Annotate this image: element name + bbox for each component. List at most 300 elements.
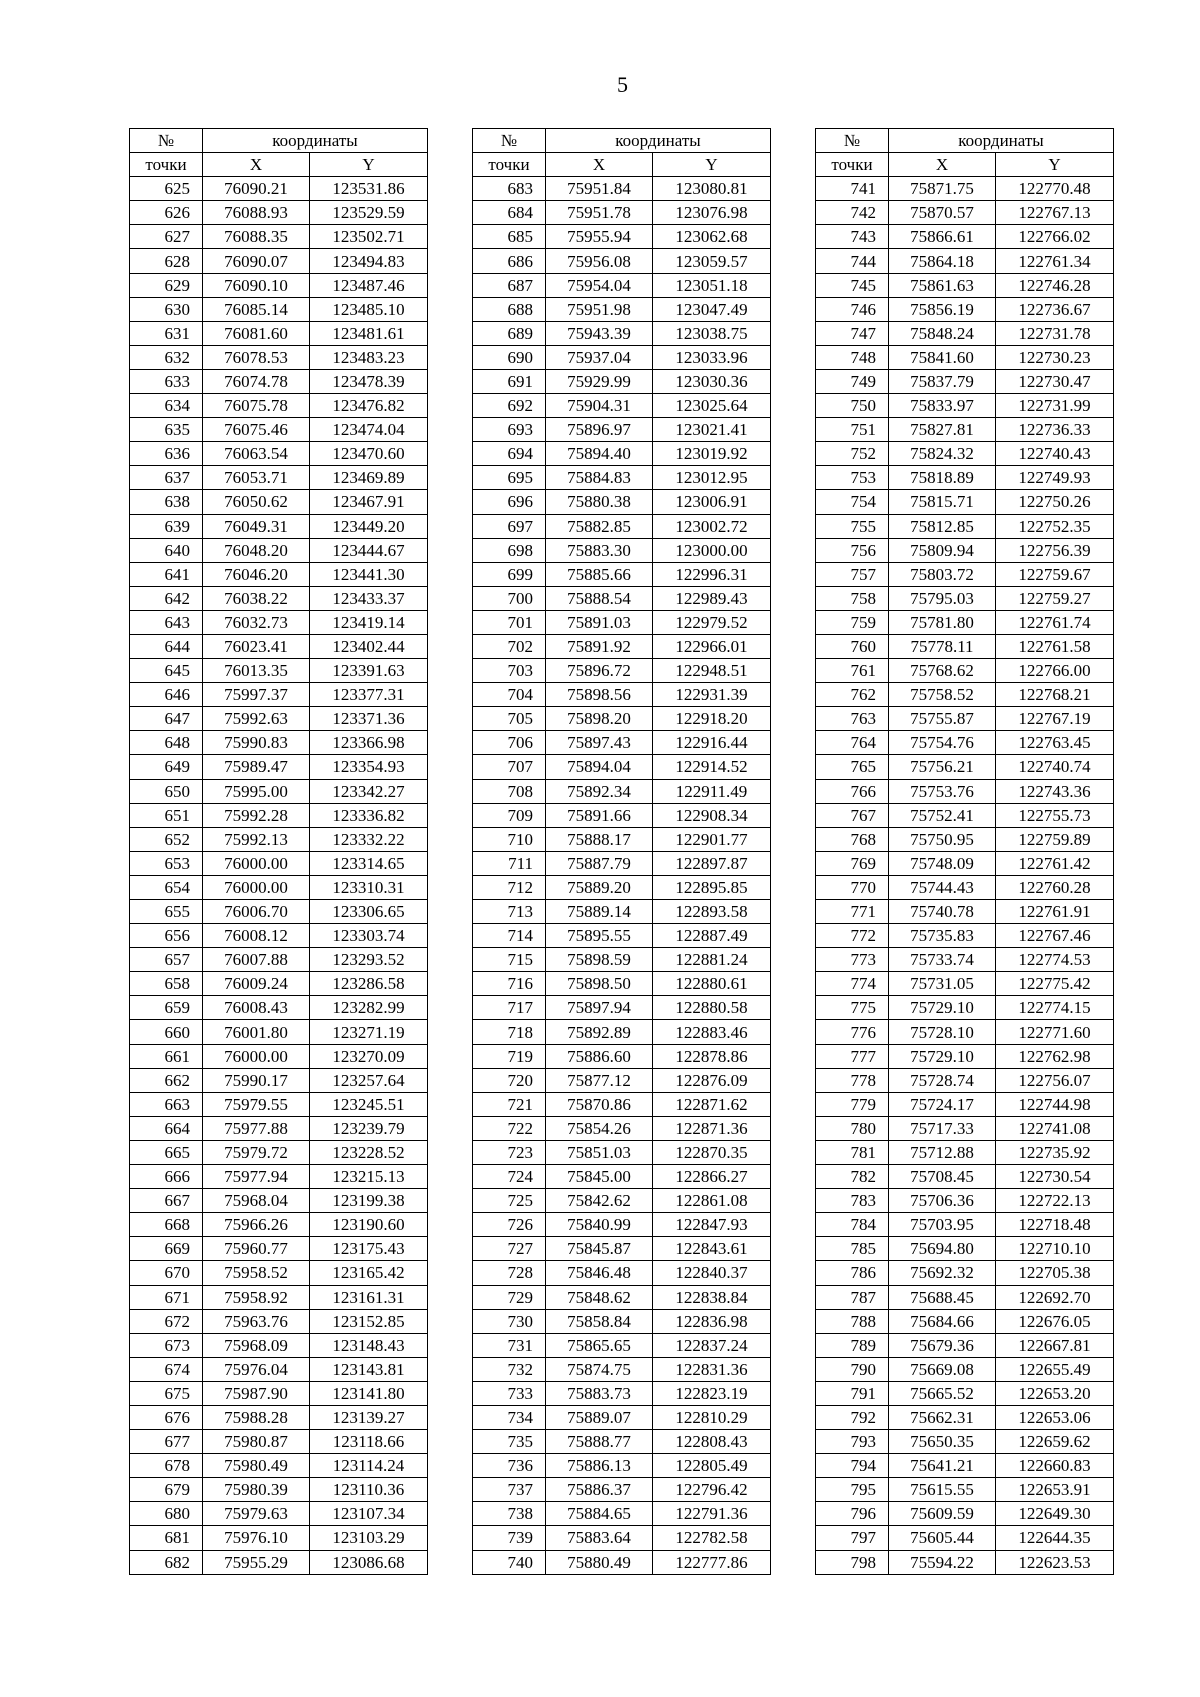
table-row (473, 683, 771, 707)
table-row (130, 442, 428, 466)
x-coordinate-cell: 75898.50 (546, 972, 653, 996)
x-coordinate-cell: 75895.55 (546, 924, 653, 948)
x-coordinate-cell: 75980.87 (203, 1430, 310, 1454)
y-coordinate-cell: 123033.96 (653, 345, 771, 369)
table-row (473, 273, 771, 297)
x-coordinate-cell: 75748.09 (889, 851, 996, 875)
x-coordinate-cell: 75889.07 (546, 1405, 653, 1429)
y-coordinate-cell: 123114.24 (310, 1454, 428, 1478)
table-row (130, 177, 428, 201)
point-number-cell: 759 (816, 610, 889, 634)
x-coordinate-cell: 75827.81 (889, 418, 996, 442)
y-coordinate-cell: 123143.81 (310, 1357, 428, 1381)
y-coordinate-cell: 122730.23 (996, 345, 1114, 369)
x-coordinate-cell: 75833.97 (889, 394, 996, 418)
x-coordinate-cell: 75896.72 (546, 659, 653, 683)
y-coordinate-cell: 122887.49 (653, 924, 771, 948)
y-coordinate-cell: 122692.70 (996, 1285, 1114, 1309)
table-row (473, 1285, 771, 1309)
table-row (130, 1116, 428, 1140)
header-coordinates: координаты (889, 129, 1114, 153)
x-coordinate-cell: 75768.62 (889, 659, 996, 683)
table-row (130, 1237, 428, 1261)
table-row (130, 1020, 428, 1044)
y-coordinate-cell: 122653.20 (996, 1381, 1114, 1405)
table-row (473, 586, 771, 610)
point-number-cell: 761 (816, 659, 889, 683)
point-number-cell: 699 (473, 562, 546, 586)
table-row (816, 875, 1114, 899)
x-coordinate-cell: 75886.60 (546, 1044, 653, 1068)
y-coordinate-cell: 122756.07 (996, 1068, 1114, 1092)
y-coordinate-cell: 122774.15 (996, 996, 1114, 1020)
y-coordinate-cell: 123141.80 (310, 1381, 428, 1405)
table-row (816, 345, 1114, 369)
table-row (473, 562, 771, 586)
point-number-cell: 788 (816, 1309, 889, 1333)
x-coordinate-cell: 75688.45 (889, 1285, 996, 1309)
table-row (473, 1020, 771, 1044)
y-coordinate-cell: 122836.98 (653, 1309, 771, 1333)
table-row (473, 1044, 771, 1068)
point-number-cell: 681 (130, 1526, 203, 1550)
x-coordinate-cell: 75708.45 (889, 1165, 996, 1189)
y-coordinate-cell: 122866.27 (653, 1165, 771, 1189)
point-number-cell: 721 (473, 1092, 546, 1116)
x-coordinate-cell: 75894.40 (546, 442, 653, 466)
point-number-cell: 649 (130, 755, 203, 779)
x-coordinate-cell: 76075.78 (203, 394, 310, 418)
y-coordinate-cell: 122722.13 (996, 1189, 1114, 1213)
point-number-cell: 678 (130, 1454, 203, 1478)
x-coordinate-cell: 76088.35 (203, 225, 310, 249)
x-coordinate-cell: 75880.38 (546, 490, 653, 514)
point-number-cell: 676 (130, 1405, 203, 1429)
y-coordinate-cell: 122660.83 (996, 1454, 1114, 1478)
y-coordinate-cell: 122768.21 (996, 683, 1114, 707)
x-coordinate-cell: 75979.72 (203, 1140, 310, 1164)
y-coordinate-cell: 122741.08 (996, 1116, 1114, 1140)
x-coordinate-cell: 75898.20 (546, 707, 653, 731)
y-coordinate-cell: 122762.98 (996, 1044, 1114, 1068)
point-number-cell: 739 (473, 1526, 546, 1550)
point-number-cell: 642 (130, 586, 203, 610)
x-coordinate-cell: 75891.92 (546, 634, 653, 658)
table-row (816, 394, 1114, 418)
point-number-cell: 677 (130, 1430, 203, 1454)
y-coordinate-cell: 123076.98 (653, 201, 771, 225)
point-number-cell: 652 (130, 827, 203, 851)
table-row (816, 418, 1114, 442)
x-coordinate-cell: 75815.71 (889, 490, 996, 514)
point-number-cell: 683 (473, 177, 546, 201)
point-number-cell: 798 (816, 1550, 889, 1574)
x-coordinate-cell: 75990.83 (203, 731, 310, 755)
x-coordinate-cell: 75724.17 (889, 1092, 996, 1116)
x-coordinate-cell: 75818.89 (889, 466, 996, 490)
point-number-cell: 749 (816, 369, 889, 393)
y-coordinate-cell: 122759.27 (996, 586, 1114, 610)
table-row (816, 1261, 1114, 1285)
table-row (816, 586, 1114, 610)
table-row (473, 1502, 771, 1526)
x-coordinate-cell: 75846.48 (546, 1261, 653, 1285)
y-coordinate-cell: 122777.86 (653, 1550, 771, 1574)
point-number-cell: 703 (473, 659, 546, 683)
x-coordinate-cell: 75866.61 (889, 225, 996, 249)
x-coordinate-cell: 75976.04 (203, 1357, 310, 1381)
point-number-cell: 704 (473, 683, 546, 707)
x-coordinate-cell: 75864.18 (889, 249, 996, 273)
point-number-cell: 641 (130, 562, 203, 586)
table-row (816, 1092, 1114, 1116)
y-coordinate-cell: 122880.58 (653, 996, 771, 1020)
y-coordinate-cell: 123161.31 (310, 1285, 428, 1309)
y-coordinate-cell: 122743.36 (996, 779, 1114, 803)
x-coordinate-cell: 75795.03 (889, 586, 996, 610)
table-row (473, 177, 771, 201)
point-number-cell: 735 (473, 1430, 546, 1454)
y-coordinate-cell: 122770.48 (996, 177, 1114, 201)
table-row (816, 924, 1114, 948)
x-coordinate-cell: 75662.31 (889, 1405, 996, 1429)
table-row (816, 1285, 1114, 1309)
y-coordinate-cell: 122861.08 (653, 1189, 771, 1213)
y-coordinate-cell: 123139.27 (310, 1405, 428, 1429)
point-number-cell: 640 (130, 538, 203, 562)
y-coordinate-cell: 123030.36 (653, 369, 771, 393)
y-coordinate-cell: 122740.43 (996, 442, 1114, 466)
table-row (816, 803, 1114, 827)
x-coordinate-cell: 76000.00 (203, 1044, 310, 1068)
table-row (816, 1381, 1114, 1405)
x-coordinate-cell: 75781.80 (889, 610, 996, 634)
table-row (130, 996, 428, 1020)
point-number-cell: 714 (473, 924, 546, 948)
point-number-cell: 764 (816, 731, 889, 755)
point-number-cell: 723 (473, 1140, 546, 1164)
y-coordinate-cell: 123215.13 (310, 1165, 428, 1189)
table-row (130, 1381, 428, 1405)
x-coordinate-cell: 75877.12 (546, 1068, 653, 1092)
y-coordinate-cell: 122979.52 (653, 610, 771, 634)
point-number-cell: 665 (130, 1140, 203, 1164)
x-coordinate-cell: 75605.44 (889, 1526, 996, 1550)
x-coordinate-cell: 75955.29 (203, 1550, 310, 1574)
table-row (473, 1140, 771, 1164)
x-coordinate-cell: 75731.05 (889, 972, 996, 996)
coordinates-table-1 (129, 128, 428, 1575)
table-row (130, 707, 428, 731)
point-number-cell: 629 (130, 273, 203, 297)
table-row (130, 1189, 428, 1213)
y-coordinate-cell: 122653.91 (996, 1478, 1114, 1502)
y-coordinate-cell: 123485.10 (310, 297, 428, 321)
y-coordinate-cell: 122736.33 (996, 418, 1114, 442)
point-number-cell: 745 (816, 273, 889, 297)
y-coordinate-cell: 122659.62 (996, 1430, 1114, 1454)
point-number-cell: 762 (816, 683, 889, 707)
x-coordinate-cell: 75871.75 (889, 177, 996, 201)
x-coordinate-cell: 75824.32 (889, 442, 996, 466)
x-coordinate-cell: 75954.04 (546, 273, 653, 297)
x-coordinate-cell: 76006.70 (203, 900, 310, 924)
table-row (816, 707, 1114, 731)
x-coordinate-cell: 75729.10 (889, 1044, 996, 1068)
point-number-cell: 669 (130, 1237, 203, 1261)
x-coordinate-cell: 75717.33 (889, 1116, 996, 1140)
point-number-cell: 778 (816, 1068, 889, 1092)
table-row (816, 659, 1114, 683)
x-coordinate-cell: 75754.76 (889, 731, 996, 755)
y-coordinate-cell: 123449.20 (310, 514, 428, 538)
x-coordinate-cell: 76053.71 (203, 466, 310, 490)
y-coordinate-cell: 122746.28 (996, 273, 1114, 297)
table-row (130, 900, 428, 924)
x-coordinate-cell: 75886.13 (546, 1454, 653, 1478)
point-number-cell: 630 (130, 297, 203, 321)
y-coordinate-cell: 122767.13 (996, 201, 1114, 225)
x-coordinate-cell: 75865.65 (546, 1333, 653, 1357)
x-coordinate-cell: 75712.88 (889, 1140, 996, 1164)
table-row (473, 201, 771, 225)
x-coordinate-cell: 75740.78 (889, 900, 996, 924)
x-coordinate-cell: 75885.66 (546, 562, 653, 586)
x-coordinate-cell: 76049.31 (203, 514, 310, 538)
x-coordinate-cell: 75837.79 (889, 369, 996, 393)
table-row (130, 418, 428, 442)
x-coordinate-cell: 75892.34 (546, 779, 653, 803)
y-coordinate-cell: 122760.28 (996, 875, 1114, 899)
point-number-cell: 748 (816, 345, 889, 369)
x-coordinate-cell: 75960.77 (203, 1237, 310, 1261)
x-coordinate-cell: 75848.62 (546, 1285, 653, 1309)
x-coordinate-cell: 76081.60 (203, 321, 310, 345)
point-number-cell: 633 (130, 369, 203, 393)
y-coordinate-cell: 123529.59 (310, 201, 428, 225)
y-coordinate-cell: 123038.75 (653, 321, 771, 345)
y-coordinate-cell: 122740.74 (996, 755, 1114, 779)
y-coordinate-cell: 122763.45 (996, 731, 1114, 755)
table-row (130, 201, 428, 225)
table-row (130, 1526, 428, 1550)
point-number-cell: 792 (816, 1405, 889, 1429)
point-number-cell: 660 (130, 1020, 203, 1044)
y-coordinate-cell: 123502.71 (310, 225, 428, 249)
point-number-cell: 707 (473, 755, 546, 779)
y-coordinate-cell: 122767.46 (996, 924, 1114, 948)
table-row (130, 731, 428, 755)
table-row (816, 1309, 1114, 1333)
table-row (816, 1020, 1114, 1044)
y-coordinate-cell: 123354.93 (310, 755, 428, 779)
y-coordinate-cell: 122847.93 (653, 1213, 771, 1237)
table-row (816, 1116, 1114, 1140)
table-row (473, 1381, 771, 1405)
y-coordinate-cell: 122823.19 (653, 1381, 771, 1405)
y-coordinate-cell: 123059.57 (653, 249, 771, 273)
header-row (130, 129, 428, 153)
table-row (816, 249, 1114, 273)
point-number-cell: 728 (473, 1261, 546, 1285)
x-coordinate-cell: 75929.99 (546, 369, 653, 393)
y-coordinate-cell: 123531.86 (310, 177, 428, 201)
y-coordinate-cell: 122782.58 (653, 1526, 771, 1550)
point-number-cell: 709 (473, 803, 546, 827)
table-row (130, 586, 428, 610)
point-number-cell: 734 (473, 1405, 546, 1429)
point-number-cell: 635 (130, 418, 203, 442)
point-number-cell: 663 (130, 1092, 203, 1116)
x-coordinate-cell: 76078.53 (203, 345, 310, 369)
table-row (816, 1405, 1114, 1429)
point-number-cell: 631 (130, 321, 203, 345)
point-number-cell: 693 (473, 418, 546, 442)
x-coordinate-cell: 76046.20 (203, 562, 310, 586)
point-number-cell: 766 (816, 779, 889, 803)
x-coordinate-cell: 75894.04 (546, 755, 653, 779)
y-coordinate-cell: 123402.44 (310, 634, 428, 658)
table-row (473, 659, 771, 683)
point-number-cell: 675 (130, 1381, 203, 1405)
x-coordinate-cell: 75937.04 (546, 345, 653, 369)
x-coordinate-cell: 76001.80 (203, 1020, 310, 1044)
y-coordinate-cell: 122761.34 (996, 249, 1114, 273)
point-number-cell: 628 (130, 249, 203, 273)
table-row (130, 273, 428, 297)
y-coordinate-cell: 122731.78 (996, 321, 1114, 345)
table-row (816, 972, 1114, 996)
y-coordinate-cell: 123467.91 (310, 490, 428, 514)
point-number-cell: 757 (816, 562, 889, 586)
x-coordinate-cell: 76009.24 (203, 972, 310, 996)
point-number-cell: 722 (473, 1116, 546, 1140)
x-coordinate-cell: 75956.08 (546, 249, 653, 273)
table-row (816, 538, 1114, 562)
y-coordinate-cell: 123306.65 (310, 900, 428, 924)
y-coordinate-cell: 122883.46 (653, 1020, 771, 1044)
x-coordinate-cell: 75988.28 (203, 1405, 310, 1429)
point-number-cell: 796 (816, 1502, 889, 1526)
x-coordinate-cell: 75889.14 (546, 900, 653, 924)
point-number-cell: 673 (130, 1333, 203, 1357)
y-coordinate-cell: 123025.64 (653, 394, 771, 418)
point-number-cell: 743 (816, 225, 889, 249)
y-coordinate-cell: 123303.74 (310, 924, 428, 948)
y-coordinate-cell: 122908.34 (653, 803, 771, 827)
table-row (473, 321, 771, 345)
table-row (473, 297, 771, 321)
table-row (130, 562, 428, 586)
x-coordinate-cell: 75694.80 (889, 1237, 996, 1261)
table-row (130, 1140, 428, 1164)
point-number-cell: 781 (816, 1140, 889, 1164)
point-number-cell: 742 (816, 201, 889, 225)
header-coordinates: координаты (203, 129, 428, 153)
y-coordinate-cell: 123419.14 (310, 610, 428, 634)
y-coordinate-cell: 122911.49 (653, 779, 771, 803)
y-coordinate-cell: 122766.00 (996, 659, 1114, 683)
table-row (816, 201, 1114, 225)
y-coordinate-cell: 122791.36 (653, 1502, 771, 1526)
y-coordinate-cell: 123481.61 (310, 321, 428, 345)
y-coordinate-cell: 122870.35 (653, 1140, 771, 1164)
table-row (473, 249, 771, 273)
point-number-cell: 771 (816, 900, 889, 924)
x-coordinate-cell: 75955.94 (546, 225, 653, 249)
table-row (816, 177, 1114, 201)
table-row (473, 1165, 771, 1189)
x-coordinate-cell: 75976.10 (203, 1526, 310, 1550)
table-row (130, 490, 428, 514)
table-row (473, 394, 771, 418)
x-coordinate-cell: 75943.39 (546, 321, 653, 345)
point-number-cell: 755 (816, 514, 889, 538)
y-coordinate-cell: 123080.81 (653, 177, 771, 201)
table-row (130, 1044, 428, 1068)
header-y: Y (310, 153, 428, 177)
table-row (816, 731, 1114, 755)
point-number-cell: 789 (816, 1333, 889, 1357)
y-coordinate-cell: 123371.36 (310, 707, 428, 731)
x-coordinate-cell: 75968.09 (203, 1333, 310, 1357)
table-row (473, 418, 771, 442)
y-coordinate-cell: 123021.41 (653, 418, 771, 442)
table-row (816, 1213, 1114, 1237)
point-number-cell: 736 (473, 1454, 546, 1478)
table-row (816, 996, 1114, 1020)
table-row (816, 514, 1114, 538)
x-coordinate-cell: 75809.94 (889, 538, 996, 562)
table-row (473, 1261, 771, 1285)
table-row (130, 1502, 428, 1526)
point-number-cell: 733 (473, 1381, 546, 1405)
table-row (473, 538, 771, 562)
x-coordinate-cell: 75951.98 (546, 297, 653, 321)
x-coordinate-cell: 76090.07 (203, 249, 310, 273)
table-row (816, 755, 1114, 779)
point-number-cell: 790 (816, 1357, 889, 1381)
point-number-cell: 697 (473, 514, 546, 538)
x-coordinate-cell: 75987.90 (203, 1381, 310, 1405)
header-x: X (889, 153, 996, 177)
table-row (473, 442, 771, 466)
x-coordinate-cell: 75692.32 (889, 1261, 996, 1285)
x-coordinate-cell: 75684.66 (889, 1309, 996, 1333)
point-number-cell: 751 (816, 418, 889, 442)
y-coordinate-cell: 123271.19 (310, 1020, 428, 1044)
table-row (473, 1357, 771, 1381)
y-coordinate-cell: 122931.39 (653, 683, 771, 707)
point-number-cell: 752 (816, 442, 889, 466)
table-row (816, 1478, 1114, 1502)
point-number-cell: 779 (816, 1092, 889, 1116)
point-number-cell: 712 (473, 875, 546, 899)
x-coordinate-cell: 75609.59 (889, 1502, 996, 1526)
table-row (130, 803, 428, 827)
table-row (130, 321, 428, 345)
x-coordinate-cell: 75861.63 (889, 273, 996, 297)
point-number-cell: 738 (473, 1502, 546, 1526)
page-number: 5 (617, 72, 628, 97)
y-coordinate-cell: 123332.22 (310, 827, 428, 851)
point-number-cell: 696 (473, 490, 546, 514)
table-row (473, 1526, 771, 1550)
table-row (816, 1550, 1114, 1574)
x-coordinate-cell: 76007.88 (203, 948, 310, 972)
header-y: Y (653, 153, 771, 177)
table-row (130, 659, 428, 683)
